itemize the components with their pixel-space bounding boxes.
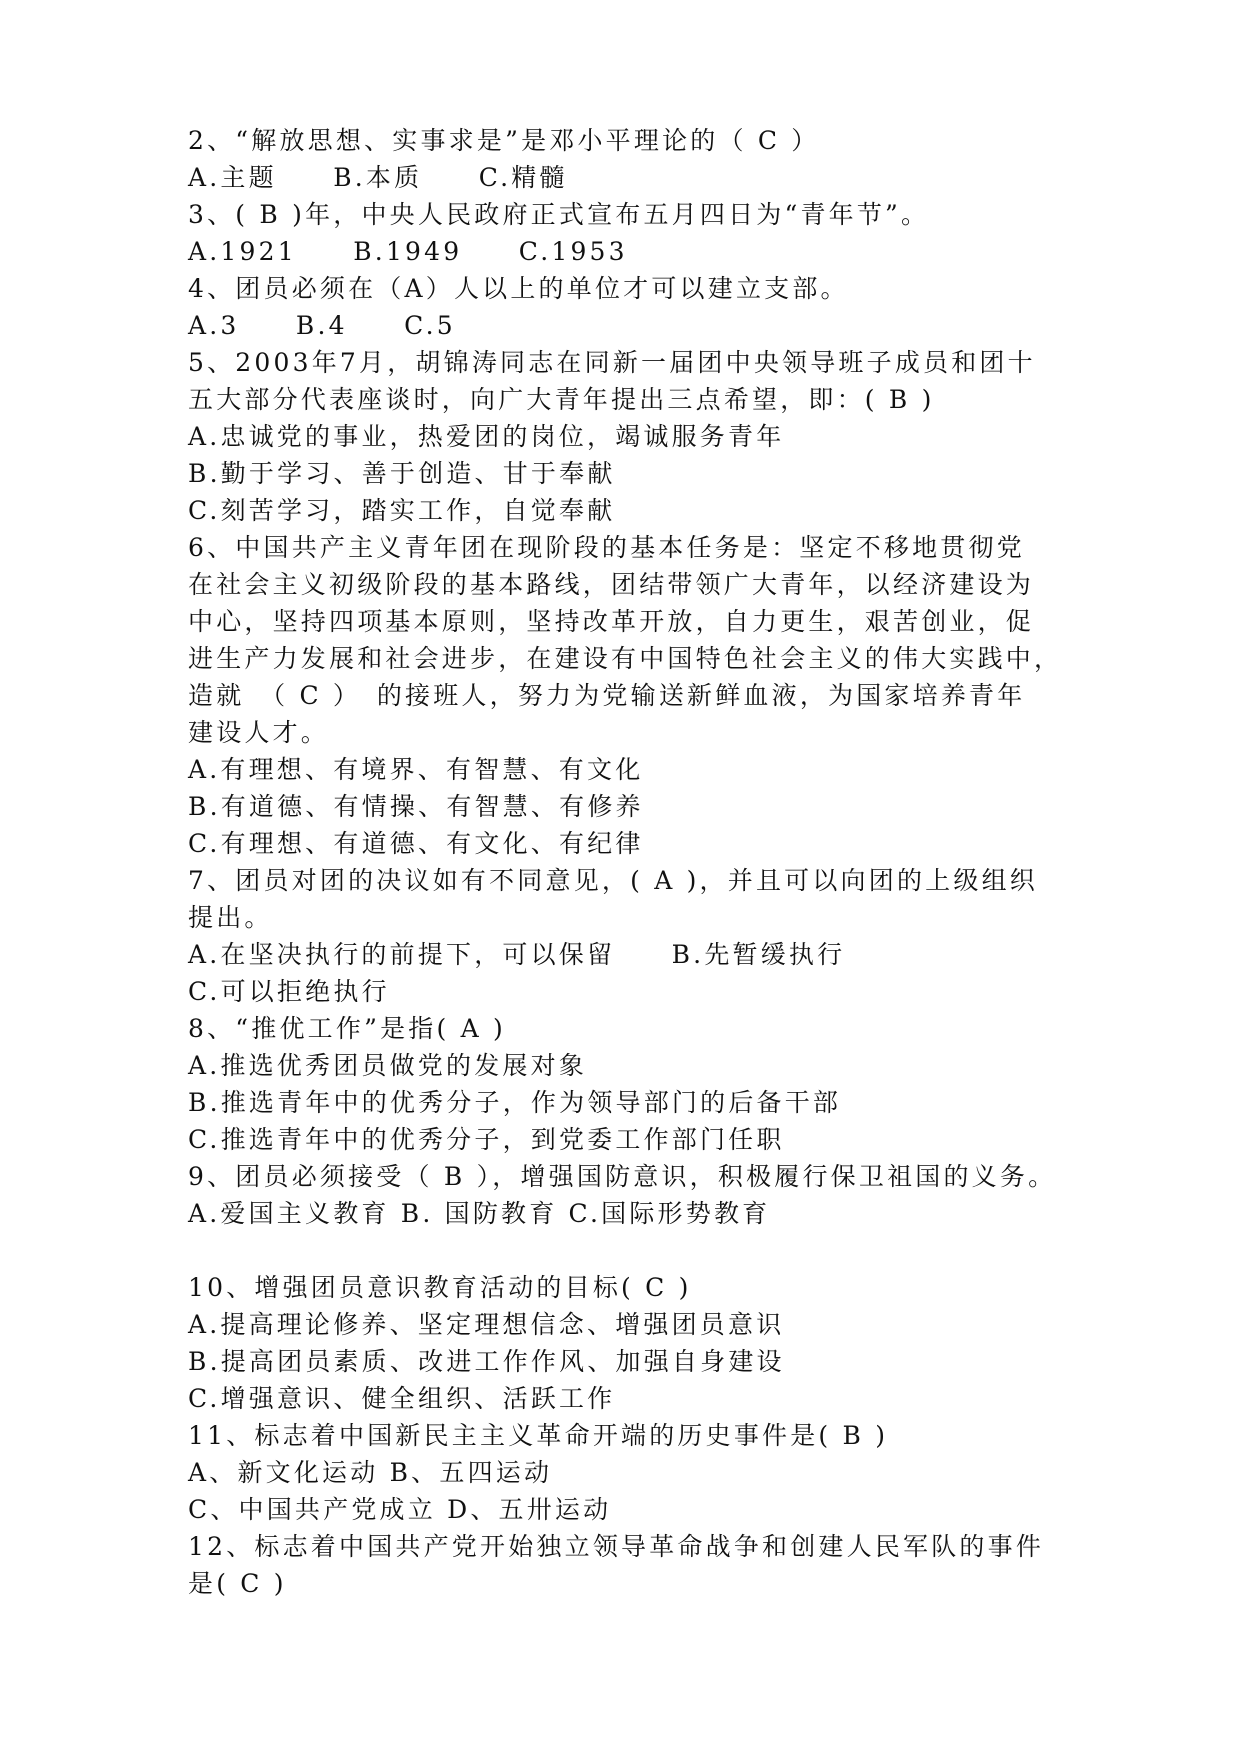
text-line: A.在坚决执行的前提下，可以保留 B.先暂缓执行 <box>188 940 846 969</box>
text-line: 4、团员必须在（A）人以上的单位才可以建立支部。 <box>188 274 849 303</box>
text-line: 6、中国共产主义青年团在现阶段的基本任务是：坚定不移地贯彻党 <box>188 533 1025 562</box>
text-line: 9、团员必须接受（ B ），增强国防意识，积极履行保卫祖国的义务。 <box>188 1162 1057 1191</box>
text-line: 2、“解放思想、实事求是”是邓小平理论的（ C ） <box>188 126 820 155</box>
text-line: B.有道德、有情操、有智慧、有修养 <box>188 792 644 821</box>
text-line: A.爱国主义教育 B. 国防教育 C.国际形势教育 <box>188 1199 771 1228</box>
text-line: 8、“推优工作”是指( A ) <box>188 1014 506 1043</box>
text-line: A.忠诚党的事业，热爱团的岗位，竭诚服务青年 <box>188 422 785 451</box>
text-line: 5、2003年7月，胡锦涛同志在同新一届团中央领导班子成员和团十 <box>188 348 1036 377</box>
text-line: C.增强意识、健全组织、活跃工作 <box>188 1384 616 1413</box>
text-line: 中心，坚持四项基本原则，坚持改革开放，自力更生，艰苦创业，促 <box>188 607 1035 636</box>
text-line: A.1921 B.1949 C.1953 <box>188 237 628 266</box>
text-line: 造就 （ C ） 的接班人，努力为党输送新鲜血液，为国家培养青年 <box>188 681 1026 710</box>
text-line: 7、团员对团的决议如有不同意见，( A )，并且可以向团的上级组织 <box>188 866 1038 895</box>
text-line: 是( C ) <box>188 1569 287 1598</box>
text-line: 提出。 <box>188 903 273 932</box>
text-line: A.有理想、有境界、有智慧、有文化 <box>188 755 644 784</box>
text-line: A.主题 B.本质 C.精髓 <box>188 163 568 192</box>
text-line: 10、增强团员意识教育活动的目标( C ) <box>188 1273 692 1302</box>
document-page <box>188 122 1088 1602</box>
text-line: C.刻苦学习，踏实工作，自觉奉献 <box>188 496 616 525</box>
text-line: C.推选青年中的优秀分子，到党委工作部门任职 <box>188 1125 785 1154</box>
text-line: B.勤于学习、善于创造、甘于奉献 <box>188 459 616 488</box>
text-line: 11、标志着中国新民主主义革命开端的历史事件是( B ) <box>188 1421 889 1450</box>
text-line: B.推选青年中的优秀分子，作为领导部门的后备干部 <box>188 1088 842 1117</box>
text-line: 3、( B )年，中央人民政府正式宣布五月四日为“青年节”。 <box>188 200 930 229</box>
text-line: B.提高团员素质、改进工作作风、加强自身建设 <box>188 1347 785 1376</box>
text-line: 在社会主义初级阶段的基本路线，团结带领广大青年，以经济建设为 <box>188 570 1035 599</box>
text-line: 建设人才。 <box>188 718 330 747</box>
text-line: 12、标志着中国共产党开始独立领导革命战争和创建人民军队的事件 <box>188 1532 1045 1561</box>
text-line: C、中国共产党成立 D、五卅运动 <box>188 1495 612 1524</box>
text-line: A、新文化运动 B、五四运动 <box>188 1458 553 1487</box>
text-line: 进生产力发展和社会进步，在建设有中国特色社会主义的伟大实践中， <box>188 644 1063 673</box>
text-line: A.3 B.4 C.5 <box>188 311 456 340</box>
text-line: C.有理想、有道德、有文化、有纪律 <box>188 829 644 858</box>
text-line: 五大部分代表座谈时，向广大青年提出三点希望，即：( B ) <box>188 385 935 414</box>
text-line: A.推选优秀团员做党的发展对象 <box>188 1051 588 1080</box>
text-line: A.提高理论修养、坚定理想信念、增强团员意识 <box>188 1310 785 1339</box>
text-line: C.可以拒绝执行 <box>188 977 390 1006</box>
